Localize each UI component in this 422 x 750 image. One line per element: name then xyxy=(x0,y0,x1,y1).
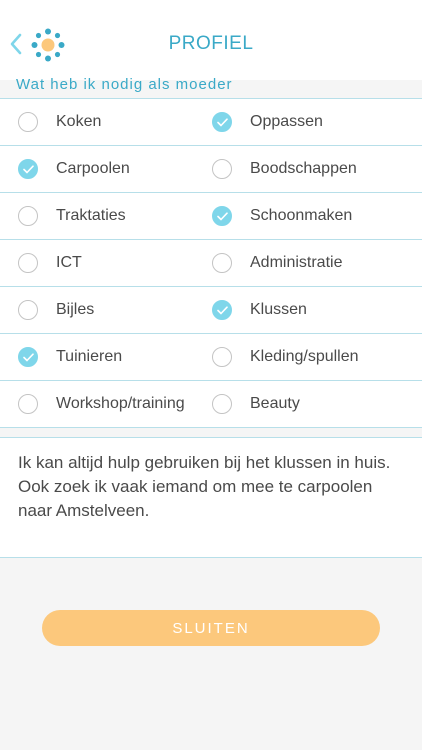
header xyxy=(0,0,422,80)
options-list xyxy=(0,98,422,428)
option-label: Tuinieren xyxy=(56,348,123,365)
option-label: Bijles xyxy=(56,301,95,318)
option-label: Traktaties xyxy=(56,207,126,224)
checkbox-checked-icon[interactable] xyxy=(212,206,232,226)
option-label: Workshop/training xyxy=(56,395,185,412)
option-row xyxy=(0,240,422,287)
option-label: Beauty xyxy=(250,395,300,412)
option-item[interactable] xyxy=(212,334,359,380)
option-item[interactable] xyxy=(212,381,300,427)
option-item[interactable] xyxy=(18,287,94,333)
option-label: Boodschappen xyxy=(250,160,357,177)
option-row xyxy=(0,287,422,334)
checkbox-checked-icon[interactable] xyxy=(18,159,38,179)
checkbox-unchecked-icon[interactable] xyxy=(212,159,232,179)
option-item[interactable] xyxy=(18,240,82,286)
checkbox-unchecked-icon[interactable] xyxy=(18,394,38,414)
option-item[interactable] xyxy=(18,146,130,192)
checkbox-checked-icon[interactable] xyxy=(212,300,232,320)
page-title: PROFIEL xyxy=(168,33,254,54)
checkbox-unchecked-icon[interactable] xyxy=(212,347,232,367)
checkbox-unchecked-icon[interactable] xyxy=(212,253,232,273)
note-field[interactable] xyxy=(0,437,422,558)
option-item[interactable] xyxy=(212,99,323,145)
checkbox-unchecked-icon[interactable] xyxy=(18,253,38,273)
option-item[interactable] xyxy=(18,381,185,427)
option-item[interactable] xyxy=(212,193,352,239)
option-item[interactable] xyxy=(18,99,101,145)
option-item[interactable] xyxy=(212,287,307,333)
option-row xyxy=(0,193,422,240)
checkbox-checked-icon[interactable] xyxy=(212,112,232,132)
option-label: Oppassen xyxy=(250,113,323,130)
section-label: Wat heb ik nodig als moeder xyxy=(16,76,233,93)
option-label: Kleding/spullen xyxy=(250,348,359,365)
option-row xyxy=(0,146,422,193)
option-row xyxy=(0,99,422,146)
note-text: Ik kan altijd hulp gebruiken bij het klussen in huis. Ook zoek ik vaak iemand om mee te carpoolen naar Amstelveen. xyxy=(18,453,391,520)
option-item[interactable] xyxy=(212,240,342,286)
option-label: Koken xyxy=(56,113,102,130)
option-row xyxy=(0,334,422,381)
option-label: ICT xyxy=(56,254,82,271)
option-item[interactable] xyxy=(18,193,126,239)
option-label: Schoonmaken xyxy=(250,207,353,224)
option-item[interactable] xyxy=(212,146,357,192)
option-item[interactable] xyxy=(18,334,122,380)
close-button[interactable]: SLUITEN xyxy=(42,610,380,646)
option-label: Carpoolen xyxy=(56,160,130,177)
option-label: Klussen xyxy=(250,301,307,318)
checkbox-unchecked-icon[interactable] xyxy=(18,206,38,226)
checkbox-checked-icon[interactable] xyxy=(18,347,38,367)
checkbox-unchecked-icon[interactable] xyxy=(212,394,232,414)
option-row xyxy=(0,381,422,428)
checkbox-unchecked-icon[interactable] xyxy=(18,112,38,132)
option-label: Administratie xyxy=(250,254,343,271)
checkbox-unchecked-icon[interactable] xyxy=(18,300,38,320)
